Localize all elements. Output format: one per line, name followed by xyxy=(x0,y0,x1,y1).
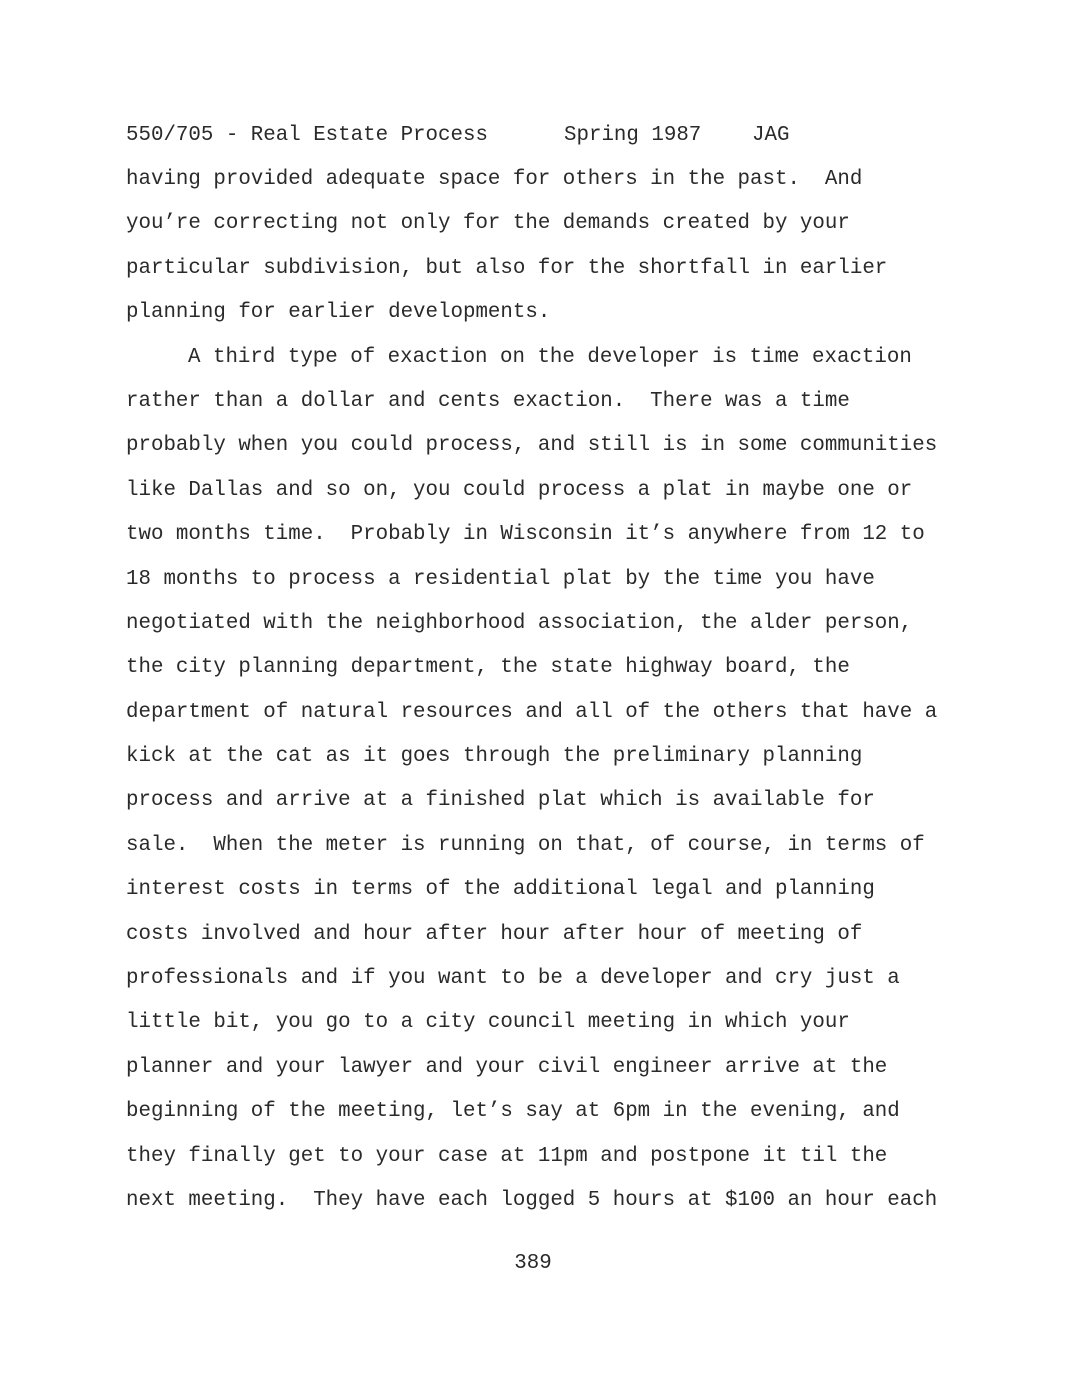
text-line: you’re correcting not only for the demands created by your xyxy=(126,212,850,236)
text-line: department of natural resources and all of the others that have a xyxy=(126,700,938,724)
text-line: rather than a dollar and cents exaction. There was a time xyxy=(126,389,850,413)
text-line: next meeting. They have each logged 5 hours at $100 an hour each xyxy=(126,1188,938,1212)
paragraph-first-line: A third type of exaction on the developer is time exaction xyxy=(188,345,912,369)
text-line: like Dallas and so on, you could process a plat in maybe one or xyxy=(126,478,913,502)
text-line: having provided adequate space for others in the past. And xyxy=(126,168,863,191)
text-line: interest costs in terms of the additional legal and planning xyxy=(126,878,875,902)
text-line: kick at the cat as it goes through the preliminary planning xyxy=(126,745,863,769)
page-number: 389 xyxy=(514,1252,552,1275)
text-line: they finally get to your case at 11pm and postpone it til the xyxy=(126,1144,888,1168)
text-line: the city planning department, the state highway board, the xyxy=(126,656,850,680)
author-initials: JAG xyxy=(752,124,790,147)
text-line: 18 months to process a residential plat by the time you have xyxy=(126,567,875,591)
body-text xyxy=(126,168,956,1233)
course-title: 550/705 - Real Estate Process xyxy=(126,124,488,147)
text-line: costs involved and hour after hour after hour of meeting of xyxy=(126,922,863,946)
text-line: probably when you could process, and still is in some communities xyxy=(126,434,938,458)
text-line: planning for earlier developments. xyxy=(126,301,551,325)
text-line: two months time. Probably in Wisconsin it’s anywhere from 12 to xyxy=(126,523,925,547)
text-line: professionals and if you want to be a developer and cry just a xyxy=(126,967,900,991)
text-line: sale. When the meter is running on that, of course, in terms of xyxy=(126,833,925,857)
text-line: negotiated with the neighborhood association, the alder person, xyxy=(126,611,913,635)
text-line: little bit, you go to a city council meeting in which your xyxy=(126,1011,850,1035)
text-line: beginning of the meeting, let’s say at 6pm in the evening, and xyxy=(126,1100,900,1124)
page-header xyxy=(126,124,789,148)
text-line: particular subdivision, but also for the shortfall in earlier xyxy=(126,256,888,280)
text-line: process and arrive at a finished plat which is available for xyxy=(126,789,875,813)
text-line: planner and your lawyer and your civil engineer arrive at the xyxy=(126,1055,888,1079)
term-label: Spring 1987 xyxy=(564,124,702,147)
